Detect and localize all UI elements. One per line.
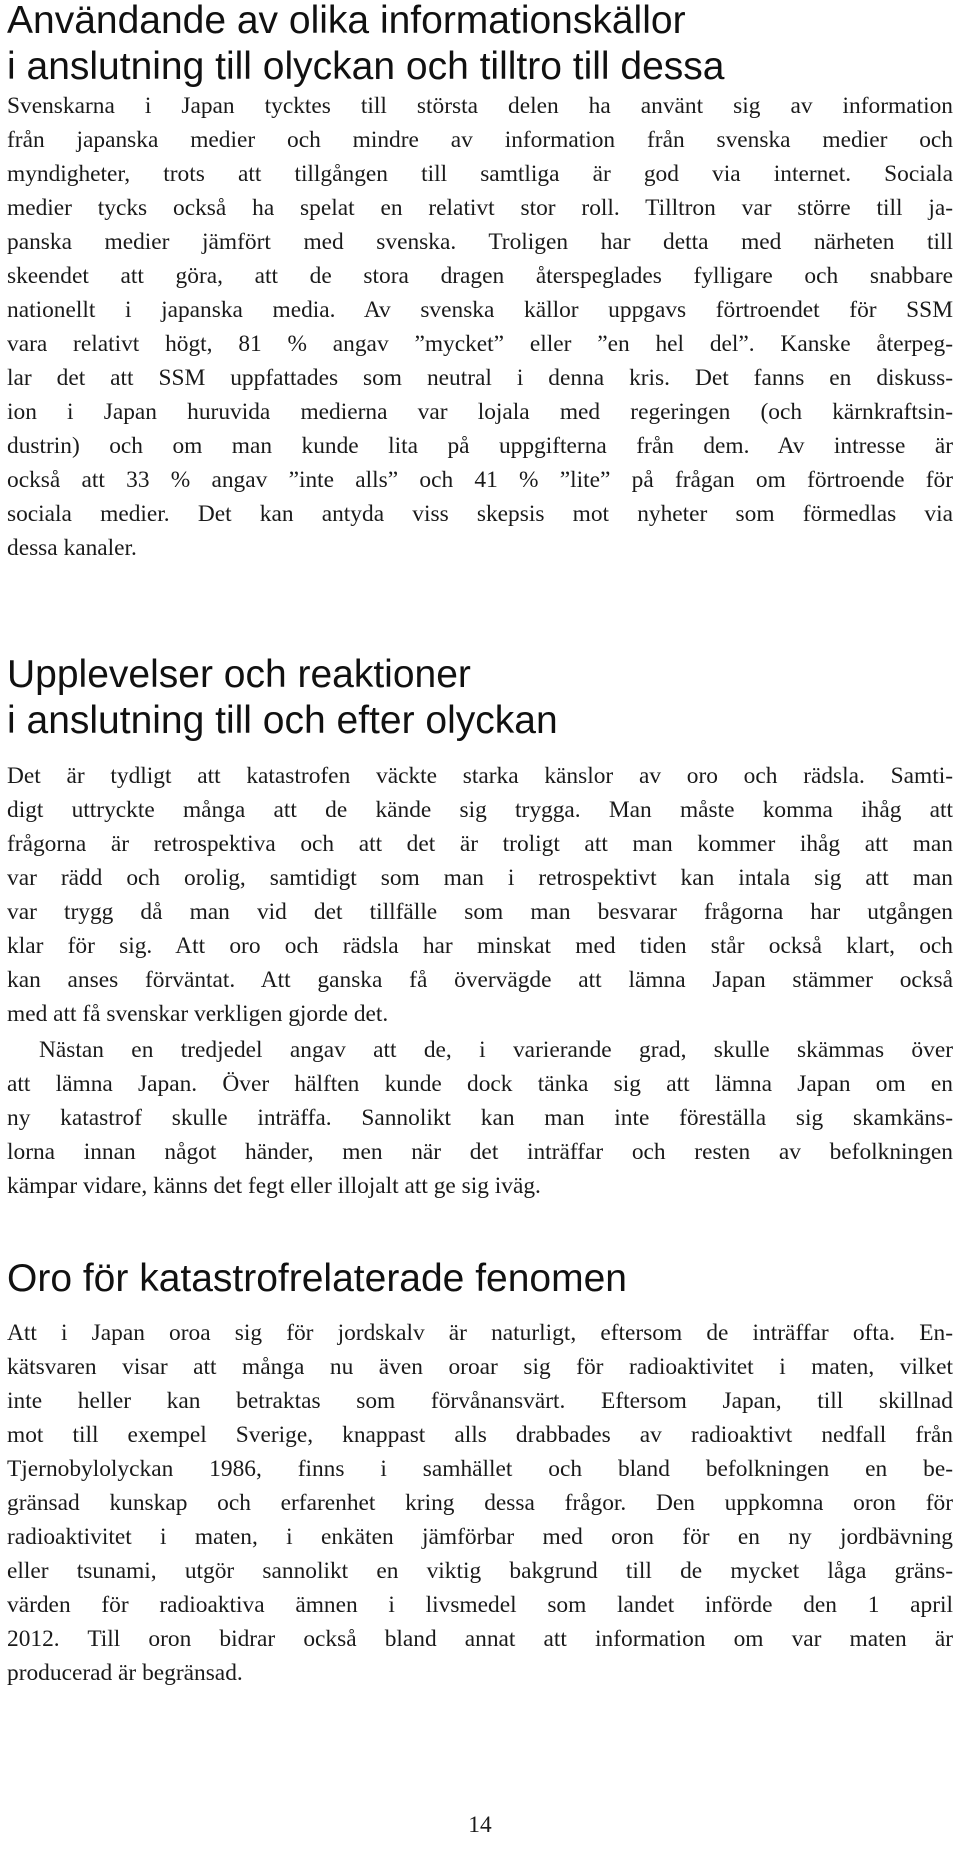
text-line: dustrin) och om man kunde lita på uppgifterna från dem. Av intresse är [7,433,953,459]
heading-line: Upplevelser och reaktioner [7,653,471,696]
paragraph-information-sources [7,89,953,565]
text-line: skeendet att göra, att de stora dragen återspeglades fylligare och snabbare [7,263,953,289]
text-line: myndigheter, trots att tillgången till samtliga är god via internet. Sociala [7,161,953,187]
text-line: producerad är begränsad. [7,1660,243,1686]
heading-line: i anslutning till olyckan och tilltro till dessa [7,45,725,88]
paragraph-disaster-concerns [7,1316,953,1690]
text-line: ny katastrof skulle inträffa. Sannolikt kan man inte föreställa sig skamkäns- [7,1105,953,1131]
text-line: eller tsunami, utgör sannolikt en viktig bakgrund till de mycket låga gräns- [7,1558,953,1584]
text-line: gränsad kunskap och erfarenhet kring dessa frågor. Den uppkomna oron för [7,1490,953,1516]
text-line: nationellt i japanska media. Av svenska källor uppgavs förtroendet för SSM [7,297,953,323]
text-line: Att i Japan oroa sig för jordskalv är naturligt, eftersom de inträffar ofta. En- [7,1320,953,1346]
text-line: inte heller kan betraktas som förvånansvärt. Eftersom Japan, till skillnad [7,1388,953,1414]
text-line: vara relativt högt, 81 % angav ”mycket” eller ”en hel del”. Kanske återpeg- [7,331,953,357]
text-line: 2012. Till oron bidrar också bland annat att information om var maten är [7,1626,953,1652]
paragraph-experiences-1 [7,759,953,1031]
text-line: sociala medier. Det kan antyda viss skepsis mot nyheter som förmedlas via [7,501,953,527]
heading-line: i anslutning till och efter olyckan [7,699,558,742]
text-line: kämpar vidare, känns det fegt eller illojalt att ge sig iväg. [7,1173,541,1199]
heading-line: Oro för katastrofrelaterade fenomen [7,1257,627,1300]
text-line: med att få svenskar verkligen gjorde det. [7,1001,389,1027]
text-line: från japanska medier och mindre av information från svenska medier och [7,127,953,153]
text-line: mot till exempel Sverige, knappast alls drabbades av radioaktivt nedfall från [7,1422,953,1448]
heading-line: Användande av olika informationskällor [7,0,686,42]
section-heading-information-sources [7,0,725,90]
text-line: värden för radioaktiva ämnen i livsmedel som landet införde den 1 april [7,1592,953,1618]
text-line: frågorna är retrospektiva och att det är troligt att man kommer ihåg att man [7,831,953,857]
text-line: medier tycks också ha spelat en relativt stor roll. Tilltron var större till ja- [7,195,953,221]
text-line: klar för sig. Att oro och rädsla har minskat med tiden står också klart, och [7,933,953,959]
section-heading-experiences-reactions [7,652,558,744]
paragraph-experiences-2 [7,1033,953,1203]
text-line: Tjernobylolyckan 1986, finns i samhället och bland befolkningen en be- [7,1456,953,1482]
text-line: digt uttryckte många att de kände sig trygga. Man måste komma ihåg att [7,797,953,823]
text-line: lorna innan något händer, men när det inträffar och resten av befolkningen [7,1139,953,1165]
text-line: ion i Japan huruvida medierna var lojala med regeringen (och kärnkraftsin- [7,399,953,425]
text-line: kätsvaren visar att många nu även oroar sig för radioaktivitet i maten, vilket [7,1354,953,1380]
text-line: var trygg då man vid det tillfälle som man besvarar frågorna har utgången [7,899,953,925]
text-line: panska medier jämfört med svenska. Troligen har detta med närheten till [7,229,953,255]
text-line: kan anses förväntat. Att ganska få övervägde att lämna Japan stämmer också [7,967,953,993]
text-line: Nästan en tredjedel angav att de, i varierande grad, skulle skämmas över [39,1037,953,1063]
text-line: var rädd och orolig, samtidigt som man i retrospektivt kan intala sig att man [7,865,953,891]
text-line: lar det att SSM uppfattades som neutral i denna kris. Det fanns en diskuss- [7,365,953,391]
text-line: Svenskarna i Japan tycktes till största delen ha använt sig av information [7,93,953,119]
text-line: att lämna Japan. Över hälften kunde dock tänka sig att lämna Japan om en [7,1071,953,1097]
text-line: radioaktivitet i maten, i enkäten jämförbar med oron för en ny jordbävning [7,1524,953,1550]
page-number: 14 [468,1812,492,1838]
section-heading-disaster-concerns [7,1256,627,1302]
text-line: dessa kanaler. [7,535,137,561]
text-line: Det är tydligt att katastrofen väckte starka känslor av oro och rädsla. Samti- [7,763,953,789]
text-line: också att 33 % angav ”inte alls” och 41 % ”lite” på frågan om förtroende för [7,467,953,493]
